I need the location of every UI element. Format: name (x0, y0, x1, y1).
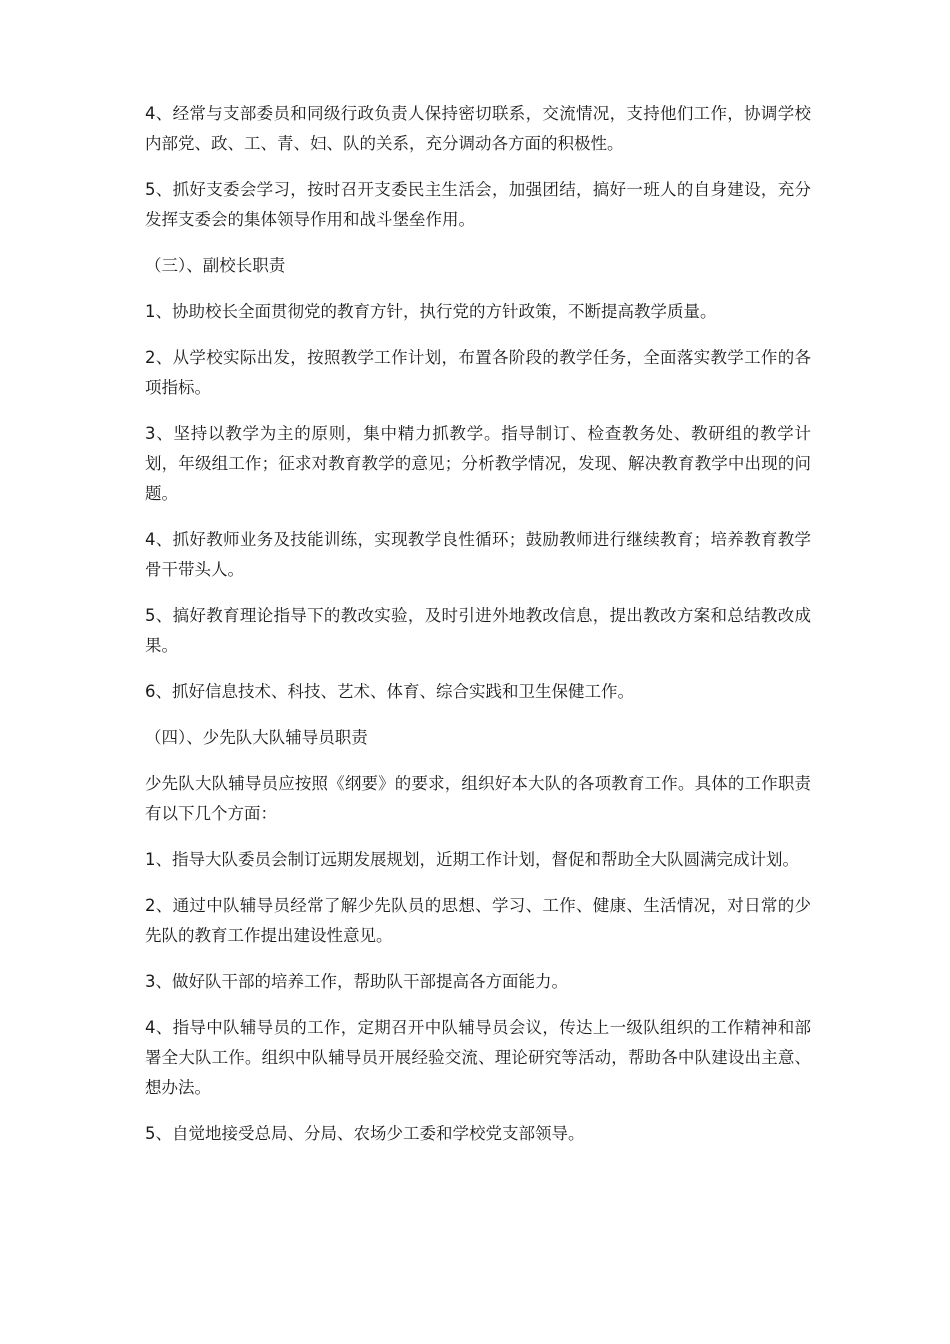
paragraph-vp-item-2: 2、从学校实际出发，按照教学工作计划，布置各阶段的教学任务，全面落实教学工作的各项指标。 (145, 348, 811, 397)
paragraph-vp-item-3: 3、坚持以教学为主的原则，集中精力抓教学。指导制订、检查教务处、教研组的教学计划，年级组工作；征求对教育教学的意见；分析教学情况，发现、解决教育教学中出现的问题。 (145, 424, 811, 503)
paragraph-vp-item-1: 1、协助校长全面贯彻党的教育方针，执行党的方针政策，不断提高教学质量。 (145, 302, 717, 321)
paragraph-counselor-item-4: 4、指导中队辅导员的工作，定期召开中队辅导员会议，传达上一级队组织的工作精神和部署全大队工作。组织中队辅导员开展经验交流、理论研究等活动，帮助各中队建设出主意、想办法。 (145, 1018, 811, 1097)
paragraph-counselor-intro: 少先队大队辅导员应按照《纲要》的要求，组织好本大队的各项教育工作。具体的工作职责有以下几个方面： (145, 774, 811, 823)
paragraph-counselor-item-1: 1、指导大队委员会制订远期发展规划，近期工作计划，督促和帮助全大队圆满完成计划。 (145, 850, 799, 869)
document-body (145, 99, 811, 1165)
paragraph-vp-item-4: 4、抓好教师业务及技能训练，实现教学良性循环；鼓励教师进行继续教育；培养教育教学骨干带头人。 (145, 530, 811, 579)
paragraph-vp-item-6: 6、抓好信息技术、科技、艺术、体育、综合实践和卫生保健工作。 (145, 682, 634, 701)
paragraph-item-5-committee-study: 5、抓好支委会学习，按时召开支委民主生活会，加强团结，搞好一班人的自身建设，充分发挥支委会的集体领导作用和战斗堡垒作用。 (145, 180, 811, 229)
paragraph-counselor-item-5: 5、自觉地接受总局、分局、农场少工委和学校党支部领导。 (145, 1124, 585, 1143)
paragraph-counselor-item-3: 3、做好队干部的培养工作，帮助队干部提高各方面能力。 (145, 972, 568, 991)
section-heading-vice-principal: （三）、副校长职责 (145, 256, 286, 275)
paragraph-vp-item-5: 5、搞好教育理论指导下的教改实验，及时引进外地教改信息，提出教改方案和总结教改成果。 (145, 606, 811, 655)
paragraph-counselor-item-2: 2、通过中队辅导员经常了解少先队员的思想、学习、工作、健康、生活情况，对日常的少先队的教育工作提出建设性意见。 (145, 896, 811, 945)
section-heading-pioneer-counselor: （四）、少先队大队辅导员职责 (145, 728, 368, 747)
paragraph-item-4-liaison: 4、经常与支部委员和同级行政负责人保持密切联系，交流情况，支持他们工作，协调学校内部党、政、工、青、妇、队的关系，充分调动各方面的积极性。 (145, 104, 811, 153)
